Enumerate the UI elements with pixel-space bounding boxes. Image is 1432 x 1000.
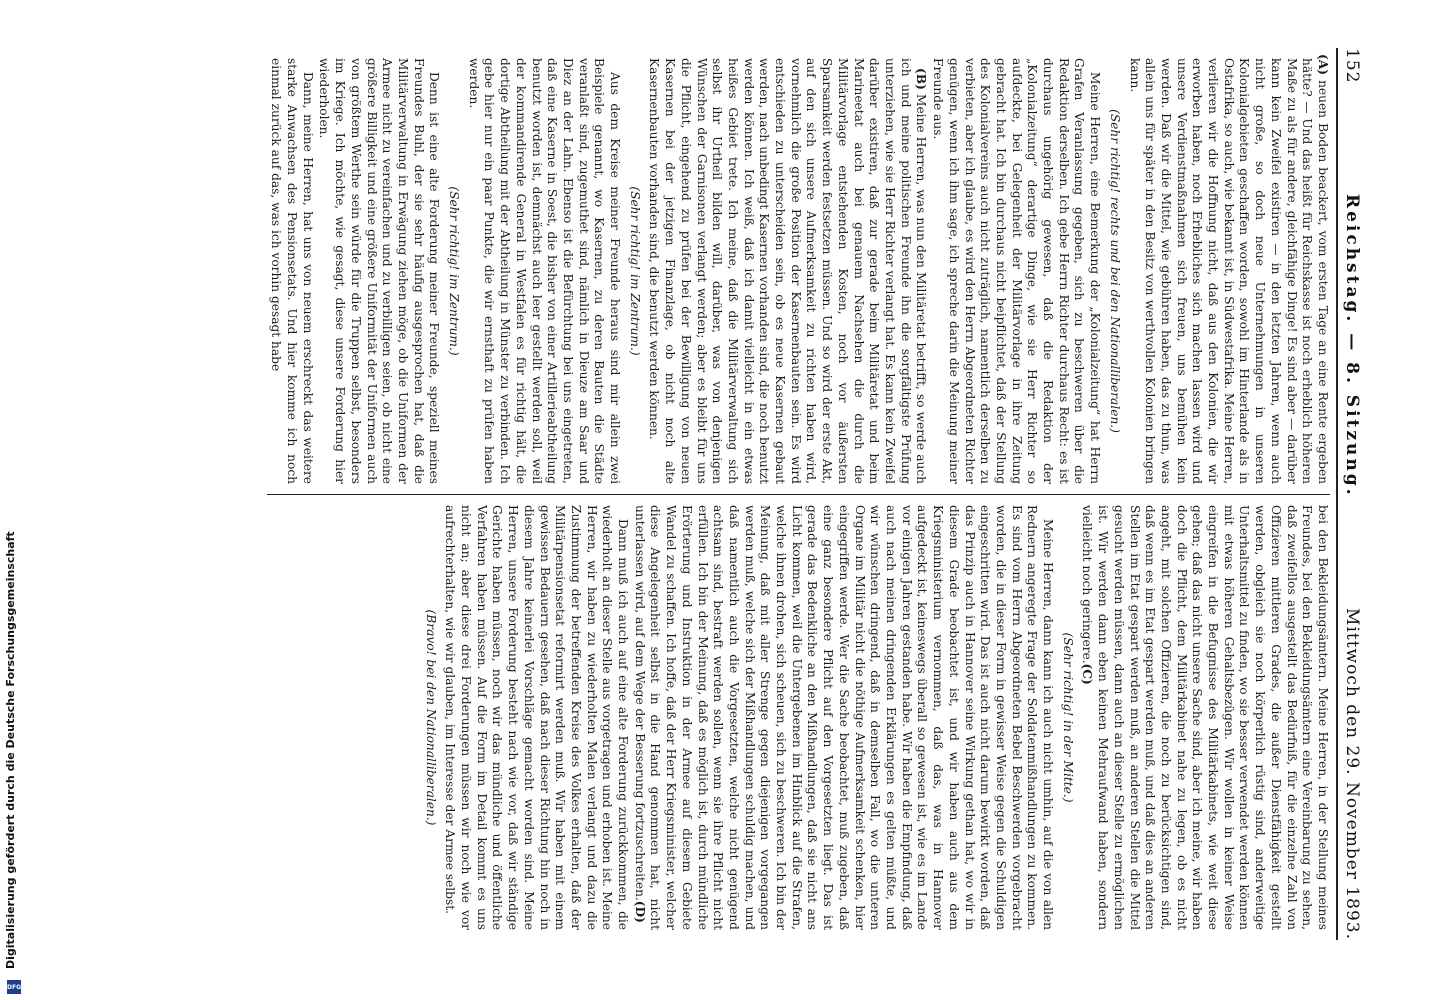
credit-text: Digitalisierung gefördert durch die Deutsche Forschungsgemeinschaft (4, 531, 17, 969)
dfg-logo (7, 980, 21, 994)
reaction-note: (Sehr richtig! im Zentrum.) (627, 186, 642, 356)
paragraph (1126, 54, 1330, 485)
paragraph: Meine Herren, eine Bemerkung der „Kolonialzeitung“ hat Herrn Grafen Veranlassung gegeben, sich zu beschweren über die Redaktion derselben. Ich gebe Herrn Richter durchaus Recht: es ist durchaus ungehörig gewesen, daß die Redaktion der „Kolonialzeitung“ derartige Dinge, wie sie Herr Richter so aufdeckte, bei Gelegenheit der Militärvorlage in ihre Zeitung gebracht hat. Ich bin durchaus nicht beipflichtet, daß der Stellung des Kolonialvereins auch nicht zuträglich, namentlich derselben zu verbieten, aber ich glaube, es wird den Herrn Abgeordneten Richter genügen, wenn ich ihm sage, ich spreche darin die Meinung meiner Freunde aus. (931, 58, 1103, 484)
text-columns (267, 48, 1330, 940)
paragraph-text: neuen Boden beackert, vom ersten Tage an eine Rente ergeben hätte? — Und das heißt für Reichskasse ist noch erheblich höheren Maße zu als für andere, gleichfähige Dinge! Es sind aber — darüber kann kein Zweifel existiren — in den letzten Jahren, wenn auch nicht große, so doch neue Unternehmungen in unseren Kolonialgebieten geschaffen worden, sowohl im Hinterlande als in Ostafrika, so auch, wie bekannt ist, in Südwestafrika. Meine Herren, verlieren wir die Hoffnung nicht, daß aus den Kolonien, die wir erworben haben, noch Erhebliches sich machen lassen wird und unsere Verdienstmaßnahmen sich freuen, uns bemühen kein werden. Daß wir die Mittel, wie gebühren haben, das zu thun, was allein uns für später in den Besitz von werthvollen Kolonien bringen kann. (1127, 58, 1330, 485)
paragraph: Dann, meine Herren, hat uns von neuem erschreckt das weitere starke Anwachsen des Pensionsetats. Und hier komme ich noch einmal zurück auf das, was ich vorhin gesagt habe (269, 58, 315, 484)
paragraph (646, 58, 929, 484)
reaction-note: (Sehr richtig! in der Mitte.) (1060, 632, 1075, 803)
paragraph (631, 505, 1055, 930)
margin-marker: (C) (1080, 663, 1095, 685)
page-title: Reichstag. — 8. Sitzung. (1342, 193, 1362, 498)
reaction-note: (Bravo! bei den Nationalliberalen.) (423, 609, 438, 826)
margin-marker: (B) (914, 68, 929, 90)
reaction-note: (Sehr richtig! rechts und bei den Nationalliberalen.) (1107, 109, 1122, 433)
paragraph (1079, 505, 1330, 930)
paragraph-text: bei den Bekleidungsämtern. Meine Herren, in der Stellung meines Freundes, bei den Bekleidungsämtern eine Vereinbarung zu sehen, daß zweifellos ausgestellt das Bedürfniß, für die einzelne Zahl von Offizieren mittleren Grades, die außer Dienstfähigkeit gestellt werden, obgleich sie noch körperlich rüstig sind, anderweitige Unterhaltsmittel zu finden, wo sie besser verwendet werden können mit etwas höheren Gehaltsbezügen. Wir wollen in keiner Weise eingreifen in die Befugnisse des Militärkabinets, wie weit diese gehen; daß das nicht unsere Sache sind, aber ich meine, wir haben doch die Pflicht, dem Militärkabinet nahe zu legen, ob es nicht angeht, mit solchen Offizieren, die noch zu berücksichtigen sind, daß wenn es im Etat gespart werden muß, und daß dies an anderen Stellen im Etat gespart werden muß, an anderen Stellen die Mittel gesucht werden müssen, dann auch an dieser Stelle zu ermöglichen ist. Wir werden dann eben keinen Mehraufwand haben, sondern vielleicht noch geringere. (1080, 505, 1330, 930)
paragraph-text: Meine Herren, was nun den Militäretat betrifft, so werde auch ich und meine politischen Freunde ihn die sorgfältigste Prüfung unterziehen, wie sie Herr Richter verlangt hat. Es kann kein Zweifel darüber existiren, daß zur gerade beim Militäretat und beim Marineetat auch bei genauem Nachsehen die durch die Militärvorlage entstehenden Kosten, noch vor äußersten Sparsamkeit werden festsetzen müssen. Und so wird der erste Akt, auf den sich unsere Aufmerksamkeit zu richten haben wird, vornehmlich die große Position der Kasernenbauten sein. Es wird entschieden zu unterscheiden sein, ob es neue Kasernen gebaut werden, nach unbedingt Kasernen vorhanden sind, die noch benutzt werden können. Ich weiß, daß ich damit vielleicht in ein etwas heißes Gebiet trete. Ich meine, daß die Militärverwaltung sich selbst ihr Urtheil bilden will, darüber, was von denjenigen Wünschen der Garnisonen verlangt werden; aber es bleibt für uns die Pflicht, eingehend zu prüfen bei der Bewilligung von neuen Kasernen bei der jetzigen Finanzlage, ob nicht noch alte Kasernenbauten vorhanden sind, die benutzt werden können. (647, 58, 929, 484)
paragraph: Denn ist eine alte Forderung meiner Freunde, speziell meines Freundes Buhl, der sie sehr häufig ausgesprochen hat, daß die Militärverwaltung in Erwägung ziehen möge, ob die Uniformen der Armee nicht zu vereinfachen und zu verbilligen seien, ob nicht eine größere Billigkeit und eine größere Uniformität der Uniformen auch von größtem Werthe sein würde für die Truppen selbst, besonders im Kriege. Ich möchte, wie gesagt, diese unsere Forderung hier wiederholen. (317, 58, 442, 484)
paragraph: Dann muß ich auch auf eine alte Forderung zurückkommen, die wiederholt an dieser Stelle aus vorgetragen und erhoben ist. Meine Herren, wir haben zu wiederholten Malen verlangt und dazu die Zustimmung der betreffenden Kreise des Volkes erhalten, daß der Militärpensionsetat reformirt werden muß. Wir haben mit einem gewissen Bedauern gesehen, daß nach dieser Richtung hin noch in diesem Jahre keinerlei Vorschläge gemacht worden sind. Meine Herren, unsere Forderung besteht nach wie vor, daß wir ständige Gerichte haben müssen, noch wir das mündliche und öffentliche Verfahren haben müssen. Auf die Form im Detail kommt es uns nicht an; aber diese drei Forderungen müssen wir noch wie vor aufrechterhalten, wie wir glauben, im Interesse der Armee selbst. (443, 505, 631, 930)
right-column (267, 494, 1330, 940)
digitization-credit (4, 531, 22, 1000)
left-column (267, 48, 1330, 494)
page-header (1336, 48, 1362, 940)
margin-marker: (A) (1316, 54, 1330, 75)
reaction-note: (Sehr richtig! im Zentrum.) (447, 186, 462, 356)
dfg-logo-text: DFG (7, 983, 22, 991)
page-date: Mittwoch den 29. November 1893. (1342, 608, 1362, 940)
paragraph: Aus dem Kreise meiner Freunde heraus sind mir allein zwei Beispiele genannt, wo Kasernen, zu deren Bauten die Städte veranlaßt sind, zugemuthet sind, nämlich in Dieuze am Saar und Diez an der Lahn. Ebenso ist die Befürchtung bei uns eingetreten, daß eine Kaserne in Soest, die bisher von einer Artillerieabtheilung benutzt worden ist, demnächst auch leer gestellt werden soll, weil der kommandirende General in Westfalen es für richtig hält, die dortige Abtheilung mit der Abtheilung in Münster zu verbinden. Ich gebe hier nur ein paar Punkte, die wir ernsthaft zu prüfen haben werden. (466, 58, 623, 484)
paragraph-text: Meine Herren, dann kann ich auch nicht umhin, auf die von allen Rednern angeregte Frage der Soldatenmißhandlungen zu kommen. Es sind vom Herrn Abgeordneten Bebel Beschwerden vorgebracht worden, die in dieser Form in gewisser Weise gegen die Schuldigen eingeschritten wird. Das ist auch nicht darum bewirkt worden, daß das Prinzip auch in Hannover seine Wirkung gethan hat, wo wir in diesem Grade beobachtet ist, und wir haben auch aus dem Kriegsministerium vernommen, daß das, was in Hannover aufgedeckt ist, keineswegs überall so gewesen ist, wie es im Lande vor einigen Jahren gestanden habe. Wir haben die Empfindung, daß auch nach meinen dringenden Erklärungen es gelten müßte, und wir wünschen dringend, daß in demselben Fall, wo die unteren Organe im Militär nicht die nöthige Aufmerksamkeit schenken, hier eingegriffen werde. Wer die Sache beobachtet, muß zugeben, daß eine ganz besondere Pflicht auf den Vorgesetzten liegt. Das ist gerade das Bedenkliche an den Mißhandlungen, daß sie nicht ans Licht kommen, weil die Untergebenen im Hinblick auf die Strafen, welche ihnen drohen, sich scheuen, sich zu beschweren. Ich bin der Meinung, daß mit aller Strenge gegen diejenigen vorgegangen werden muß, welche sich der Mißhandlungen schuldig machen, und daß namentlich auch die Vorgesetzten, welche nicht genügend achtsam sind, bestraft werden sollen, wenn sie ihre Pflicht nicht erfüllen. Ich bin der Meinung, daß es möglich ist, durch mündliche Erörterung und Instruktion in der Armee auf diesem Gebiete Wandel zu schaffen. Ich hoffe, daß der Herr Kriegsminister, welcher diese Angelegenheit selbst in die Hand genommen hat, nicht unterlassen wird, auf dem Wege der Besserung fortzuschreiten. (632, 505, 1056, 930)
margin-marker: (D) (632, 900, 647, 923)
page-number: 152 (1342, 48, 1362, 84)
